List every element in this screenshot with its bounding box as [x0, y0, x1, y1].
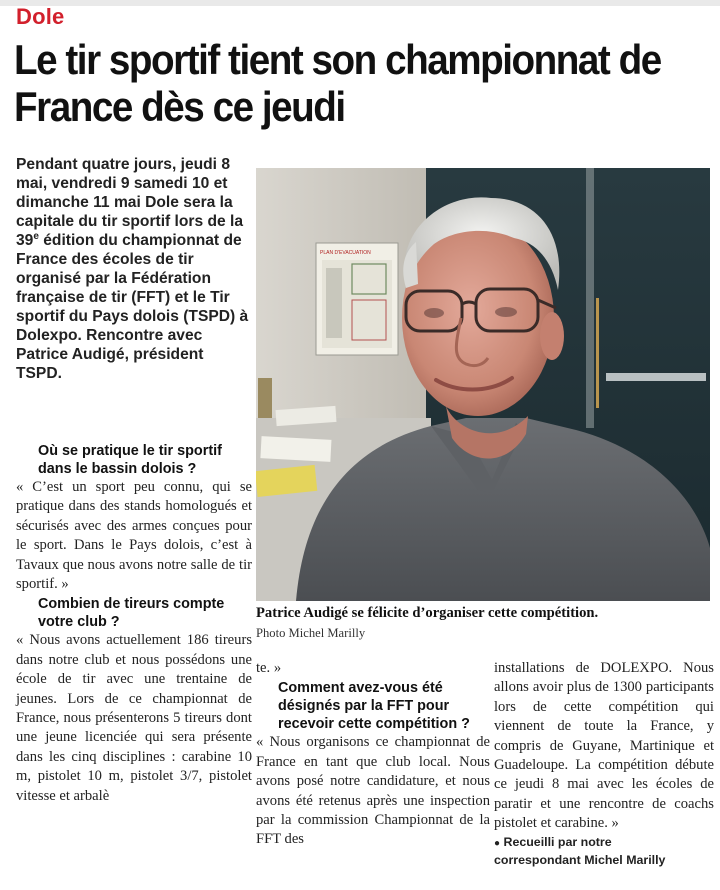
top-rule — [0, 0, 720, 6]
answer-3: « Nous organisons ce championnat de France en tant que club local. Nous avons posé notre candidature, et nous avons été retenus après une inspection par la commission Championnat de la FFT des — [256, 734, 490, 848]
column-1 — [16, 442, 252, 806]
lead-ordinal: e — [33, 230, 39, 242]
lead-text-end: édition du championnat de France des écoles de tir organisé par la Fédération française de tir (FFT) et le Tir sportif du Pays dolois (TSPD) à Dolexpo. Rencontre avec Patrice Audigé, président TSPD. — [16, 232, 249, 382]
signature-line-2: correspondant Michel Marilly — [494, 852, 666, 867]
ear — [540, 312, 564, 360]
question-1: Où se pratique le tir sportif dans le bassin dolois ? — [38, 443, 222, 477]
section-rubric: Dole — [16, 4, 65, 29]
photo-caption: Patrice Audigé se félicite d’organiser cette compétition. — [256, 605, 599, 621]
answer-1: « C’est un sport peu connu, qui se pratique dans des stands homologués et sécurisés avec des armes conçues pour le sport. Dans le Pays dolois, c’est à Tavaux que nous avons notre salle de tir sportif. » — [16, 479, 252, 593]
question-3: Comment avez-vous été désignés par la FFT pour recevoir cette compétition ? — [278, 680, 470, 733]
evacuation-plan-title: PLAN D'EVACUATION — [320, 250, 371, 256]
column-3 — [494, 659, 714, 869]
portrait-photo — [256, 168, 710, 601]
signature-bullet: ● — [494, 837, 501, 849]
question-2: Combien de tireurs compte votre club ? — [38, 596, 225, 631]
column-2 — [256, 659, 490, 850]
signature — [494, 834, 714, 869]
signature-line-1: Recueilli par notre — [503, 834, 612, 849]
photo-credit: Photo Michel Marilly — [256, 626, 366, 640]
portrait-illustration — [256, 168, 710, 601]
answer-3-continued: installations de DOLEXPO. Nous allons avoir plus de 1300 participants lors de cette compétition qui viennent de toute la France, y compris de Guyane, Martinique et Guadeloupe. La compétition débute ce jeudi 8 mai avec les écoles de paratir et une rencontre de coachs pistolet et carabine. » — [494, 660, 714, 832]
answer-2-continued: te. » — [256, 660, 282, 676]
headline: Le tir sportif tient son championnat de France dès ce jeudi — [14, 36, 661, 130]
lead-paragraph — [16, 155, 252, 383]
answer-2: « Nous avons actuellement 186 tireurs dans notre club et nous possédons une école de tir avec une trentaine de jeunes. Lors de ce championnat de France, nous présenterons 5 tireurs dont une jeune licenciée qui sera présente dans les cinq disciplines : carabine 10 m, pistolet 10 m, pistolet 3/7, pistolet vitesse et arbalè — [16, 632, 252, 804]
lead-text: Pendant quatre jours, jeudi 8 mai, vendredi 9 samedi 10 et dimanche 11 mai Dole sera la capitale du tir sportif lors de la 39 — [16, 156, 244, 249]
